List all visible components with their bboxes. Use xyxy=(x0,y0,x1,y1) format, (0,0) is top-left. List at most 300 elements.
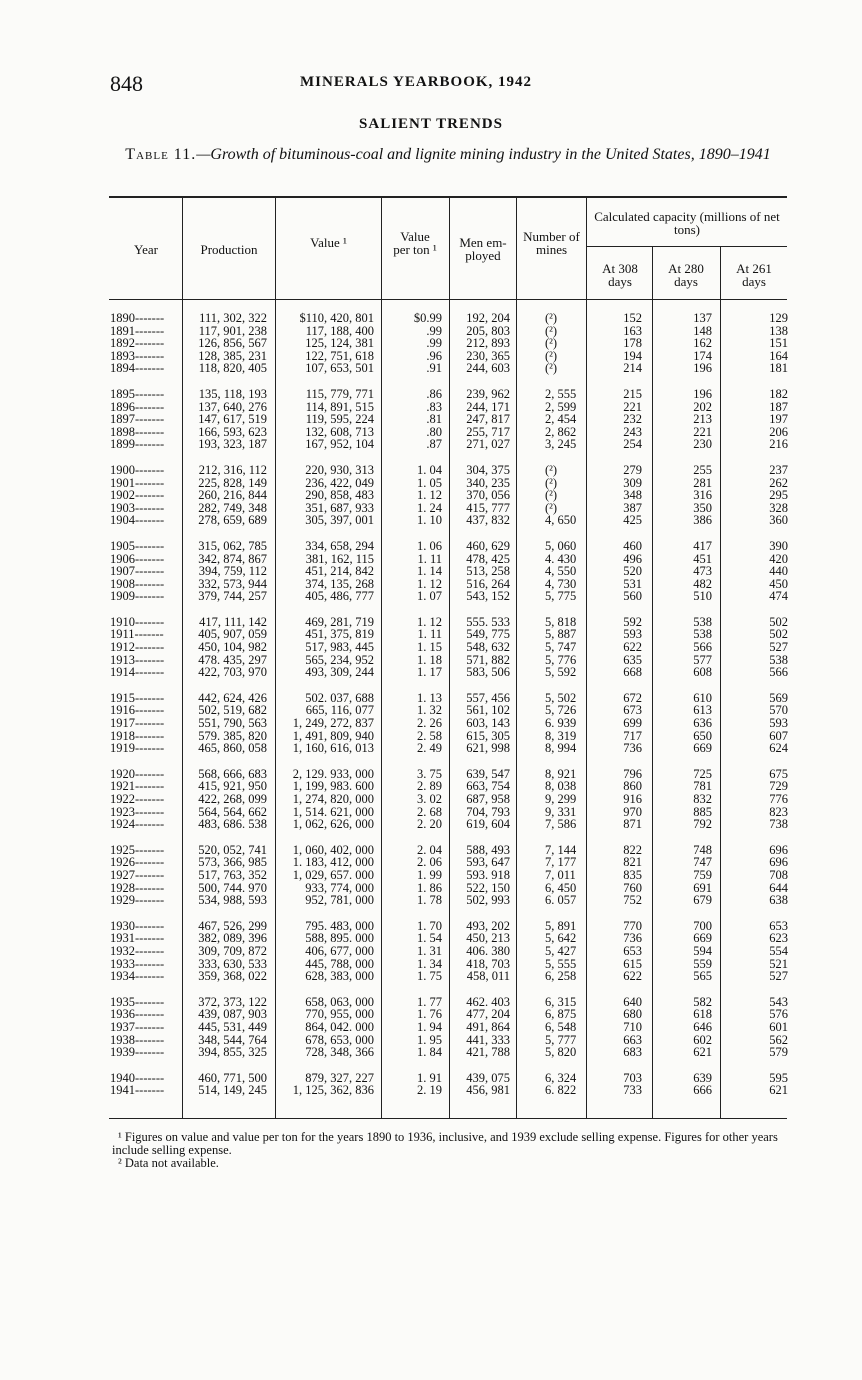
year-cell xyxy=(110,1046,182,1059)
row-group xyxy=(450,1072,510,1097)
year-label: 1934 xyxy=(110,969,135,984)
table-cell: 1. 54 xyxy=(417,931,442,946)
dot-leader: ------- xyxy=(135,1032,165,1047)
table-cell: 6, 548 xyxy=(545,1019,577,1034)
table-cell: 482 xyxy=(693,576,712,591)
table-cell: 420 xyxy=(769,551,788,566)
row-group xyxy=(545,996,585,1059)
table-cell: 440 xyxy=(769,564,788,579)
table-cell: 500, 744. 970 xyxy=(198,880,267,895)
table-cell: 197 xyxy=(769,412,788,427)
table-cell: 8, 994 xyxy=(545,741,577,756)
dot-leader: ------- xyxy=(135,488,165,503)
table-cell: 733 xyxy=(623,1083,642,1098)
table-cell: 496 xyxy=(623,551,642,566)
dot-leader: ------- xyxy=(135,513,165,528)
row-group xyxy=(382,1072,442,1097)
running-head: MINERALS YEARBOOK, 1942 xyxy=(300,74,533,90)
dot-leader: ------- xyxy=(134,627,164,642)
row-group xyxy=(545,692,585,755)
table-cell: 460, 629 xyxy=(466,538,510,553)
table-cell: 126, 856, 567 xyxy=(198,336,267,351)
page-number: 848 xyxy=(110,71,143,96)
table-cell: 194 xyxy=(623,348,642,363)
section-title: SALIENT TRENDS xyxy=(359,116,503,132)
table-cell: 315, 062, 785 xyxy=(198,538,267,553)
row-group xyxy=(545,768,585,831)
table-caption-text: —Growth of bituminous-coal and lignite mining industry in the United States, 1890–1941 xyxy=(196,146,771,163)
row-group xyxy=(587,312,642,375)
table-cell: 650 xyxy=(693,728,712,743)
table-cell: 1. 11 xyxy=(417,627,442,642)
table-cell: 871 xyxy=(623,817,642,832)
table-cell: 405, 907, 059 xyxy=(198,627,267,642)
table-cell: 271, 027 xyxy=(466,437,510,452)
table-cell: 117, 188, 400 xyxy=(305,323,374,338)
table-cell: 394, 855, 325 xyxy=(198,1045,267,1060)
table-cell: .81 xyxy=(426,412,442,427)
table-cell: 678, 653, 000 xyxy=(305,1032,374,1047)
table-cell: 5, 777 xyxy=(545,1032,577,1047)
table-cell: (²) xyxy=(545,348,558,363)
table-cell: 560 xyxy=(623,589,642,604)
row-group xyxy=(382,844,442,907)
table-cell: 1. 17 xyxy=(417,665,442,680)
table-cell: (²) xyxy=(545,475,558,490)
table-cell: 1. 12 xyxy=(417,576,442,591)
row-group xyxy=(587,1072,642,1097)
dot-leader: ------- xyxy=(135,956,165,971)
table-cell: 493, 309, 244 xyxy=(305,665,374,680)
table-cell: 243 xyxy=(623,424,642,439)
footnote: ² Data not available. xyxy=(118,1156,219,1170)
table-cell: 1, 062, 626, 000 xyxy=(292,817,374,832)
table-cell: 187 xyxy=(769,399,788,414)
year-cell xyxy=(110,1084,182,1097)
row-group xyxy=(382,540,442,603)
table-cell: 333, 630, 533 xyxy=(198,956,267,971)
year-label: 1898 xyxy=(110,424,135,439)
table-cell: 1. 05 xyxy=(417,475,442,490)
table-cell: 415, 921, 950 xyxy=(198,779,267,794)
table-cell: 569 xyxy=(769,690,788,705)
table-cell: 864, 042. 000 xyxy=(305,1019,374,1034)
table-cell: 128, 385, 231 xyxy=(198,348,267,363)
table-cell: 7, 177 xyxy=(545,855,577,870)
table-cell: 1, 029, 657. 000 xyxy=(292,867,374,882)
table-cell: 593. 918 xyxy=(466,867,510,882)
table-cell: 405, 486, 777 xyxy=(305,589,374,604)
dot-leader: ------- xyxy=(135,652,165,667)
dot-leader: ------- xyxy=(135,361,165,376)
year-label: 1905 xyxy=(110,538,135,553)
dot-leader: ------- xyxy=(135,1083,165,1098)
table-cell: 255, 717 xyxy=(466,424,510,439)
row-group xyxy=(382,388,442,451)
year-label: 1909 xyxy=(110,589,135,604)
year-cell xyxy=(110,362,182,375)
table-cell: 6. 822 xyxy=(545,1083,577,1098)
row-group xyxy=(382,920,442,983)
table-cell: 5, 060 xyxy=(545,538,577,553)
table-cell: 1. 13 xyxy=(417,690,442,705)
year-label: 1930 xyxy=(110,918,135,933)
dot-leader: ------- xyxy=(135,336,165,351)
table-cell: 658, 063, 000 xyxy=(305,994,374,1009)
row-group xyxy=(721,388,788,451)
table-cell: 167, 952, 104 xyxy=(305,437,374,452)
table-cell: 5, 775 xyxy=(545,589,577,604)
table-cell: 221 xyxy=(623,399,642,414)
dot-leader: ------- xyxy=(135,500,165,515)
row-group xyxy=(382,692,442,755)
col-capacity-308 xyxy=(587,312,642,1110)
row-group xyxy=(653,388,712,451)
year-label: 1938 xyxy=(110,1032,135,1047)
year-label: 1914 xyxy=(110,665,135,680)
table-cell: 675 xyxy=(769,766,788,781)
table-cell: 635 xyxy=(623,652,642,667)
dot-leader: ------- xyxy=(135,589,165,604)
row-group xyxy=(276,768,374,831)
table-cell: 748 xyxy=(693,842,712,857)
year-label: 1921 xyxy=(110,779,135,794)
dot-leader: ------- xyxy=(135,348,165,363)
row-group xyxy=(276,312,374,375)
table-cell: 5, 726 xyxy=(545,703,577,718)
table-cell: 1. 99 xyxy=(417,867,442,882)
table-cell: 360 xyxy=(769,513,788,528)
table-bottom-rule xyxy=(109,1118,787,1119)
table-cell: (²) xyxy=(545,500,558,515)
table-cell: 450, 104, 982 xyxy=(198,640,267,655)
table-top-rule xyxy=(109,196,787,198)
table-cell: 282, 749, 348 xyxy=(198,500,267,515)
table-cell: 516, 264 xyxy=(466,576,510,591)
year-label: 1925 xyxy=(110,842,135,857)
table-cell: 451, 214, 842 xyxy=(305,564,374,579)
table-cell: 622 xyxy=(623,969,642,984)
table-cell: 2, 599 xyxy=(545,399,577,414)
table-cell: 1. 34 xyxy=(417,956,442,971)
table-cell: 646 xyxy=(693,1019,712,1034)
table-cell: 522, 150 xyxy=(466,880,510,895)
table-cell: 445, 531, 449 xyxy=(198,1019,267,1034)
table-cell: 538 xyxy=(693,614,712,629)
table-cell: 477, 204 xyxy=(466,1007,510,1022)
column-divider xyxy=(516,198,517,1118)
table-cell: 342, 874, 867 xyxy=(198,551,267,566)
row-group xyxy=(545,464,585,527)
table-cell: 527 xyxy=(769,969,788,984)
table-cell: 7, 586 xyxy=(545,817,577,832)
table-cell: 549, 775 xyxy=(466,627,510,642)
table-cell: 351, 687, 933 xyxy=(305,500,374,515)
table-cell: 230 xyxy=(693,437,712,452)
table-cell: 437, 832 xyxy=(466,513,510,528)
row-group xyxy=(276,388,374,451)
table-cell: (²) xyxy=(545,462,558,477)
table-cell: 193, 323, 187 xyxy=(198,437,267,452)
table-cell: 691 xyxy=(693,880,712,895)
table-cell: 683 xyxy=(623,1045,642,1060)
table-cell: 557, 456 xyxy=(466,690,510,705)
table-cell: 565 xyxy=(693,969,712,984)
table-cell: 212, 316, 112 xyxy=(198,462,267,477)
row-group xyxy=(653,616,712,679)
row-group xyxy=(183,540,267,603)
dot-leader: ------- xyxy=(135,399,165,414)
row-group xyxy=(587,540,642,603)
year-label: 1939 xyxy=(110,1045,135,1060)
col-value-per-ton xyxy=(382,312,442,1110)
table-cell: .99 xyxy=(426,336,442,351)
table-cell: 107, 653, 501 xyxy=(305,361,374,376)
table-cell: .96 xyxy=(426,348,442,363)
table-cell: 579. 385, 820 xyxy=(198,728,267,743)
row-group xyxy=(276,920,374,983)
table-cell: 473 xyxy=(693,564,712,579)
dot-leader: ------- xyxy=(135,741,165,756)
table-cell: 704, 793 xyxy=(466,804,510,819)
header-year: Year xyxy=(134,242,158,257)
table-cell: 213 xyxy=(693,412,712,427)
table-cell: 225, 828, 149 xyxy=(198,475,267,490)
row-group xyxy=(450,844,510,907)
year-cell xyxy=(110,970,182,983)
dot-leader: ------- xyxy=(135,462,165,477)
table-cell: 205, 803 xyxy=(466,323,510,338)
year-label: 1907 xyxy=(110,564,135,579)
row-group xyxy=(450,464,510,527)
table-cell: 6, 875 xyxy=(545,1007,577,1022)
year-label: 1896 xyxy=(110,399,135,414)
year-label: 1929 xyxy=(110,893,135,908)
table-cell: 696 xyxy=(769,855,788,870)
table-cell: 417 xyxy=(693,538,712,553)
table-cell: 151 xyxy=(769,336,788,351)
table-cell: 2. 20 xyxy=(417,817,442,832)
table-cell: 422, 268, 099 xyxy=(198,792,267,806)
dot-leader: ------- xyxy=(135,311,165,325)
header-value-per-ton: Value per ton ¹ xyxy=(393,229,437,257)
table-cell: 348 xyxy=(623,488,642,503)
year-label: 1890 xyxy=(110,311,135,325)
table-cell: 669 xyxy=(693,931,712,946)
table-cell: 1, 514. 621, 000 xyxy=(292,804,374,819)
table-cell: 445, 788, 000 xyxy=(305,956,374,971)
table-cell: 582 xyxy=(693,994,712,1009)
table-cell: 638 xyxy=(769,893,788,908)
table-cell: 703 xyxy=(623,1070,642,1085)
table-cell: 554 xyxy=(769,943,788,958)
table-cell: 8, 921 xyxy=(545,766,577,781)
row-group xyxy=(110,540,182,603)
row-group xyxy=(110,616,182,679)
year-label: 1892 xyxy=(110,336,135,351)
table-cell: 2. 06 xyxy=(417,855,442,870)
row-group xyxy=(382,996,442,1059)
table-cell: 147, 617, 519 xyxy=(198,412,267,427)
row-group xyxy=(587,388,642,451)
table-cell: 1. 95 xyxy=(417,1032,442,1047)
row-group xyxy=(587,464,642,527)
table-cell: 699 xyxy=(623,716,642,731)
table-cell: 1. 12 xyxy=(417,488,442,503)
row-group xyxy=(653,1072,712,1097)
table-cell: 1. 84 xyxy=(417,1045,442,1060)
table-cell: 206 xyxy=(769,424,788,439)
year-label: 1908 xyxy=(110,576,135,591)
year-label: 1931 xyxy=(110,931,135,946)
row-group xyxy=(545,388,585,451)
table-cell: 644 xyxy=(769,880,788,895)
table-cell: 462. 403 xyxy=(466,994,510,1009)
dot-leader: ------- xyxy=(135,412,165,427)
table-cell: 666 xyxy=(693,1083,712,1098)
table-cell: 795. 483, 000 xyxy=(305,918,374,933)
year-label: 1891 xyxy=(110,323,135,338)
table-cell: 1, 274, 820, 000 xyxy=(292,792,374,806)
year-label: 1915 xyxy=(110,690,135,705)
table-cell: 576 xyxy=(769,1007,788,1022)
dot-leader: ------- xyxy=(135,386,165,401)
table-cell: 255 xyxy=(693,462,712,477)
table-cell: 450, 213 xyxy=(466,931,510,946)
table-cell: 2. 49 xyxy=(417,741,442,756)
table-cell: 1. 15 xyxy=(417,640,442,655)
table-cell: 178 xyxy=(623,336,642,351)
dot-leader: ------- xyxy=(135,867,165,882)
table-cell: 1. 14 xyxy=(417,564,442,579)
table-cell: 418, 703 xyxy=(466,956,510,971)
table-cell: 610 xyxy=(693,690,712,705)
dot-leader: ------- xyxy=(135,551,165,566)
footnote: ¹ Figures on value and value per ton for the years 1890 to 1936, inclusive, and 1939 exclude selling expense. Figures for other years include selling expense. xyxy=(112,1130,778,1157)
year-label: 1919 xyxy=(110,741,135,756)
dot-leader: ------- xyxy=(135,323,165,338)
row-group xyxy=(183,464,267,527)
dot-leader: ------- xyxy=(135,665,165,680)
table-cell: 570 xyxy=(769,703,788,718)
table-cell: 214 xyxy=(623,361,642,376)
table-cell: 885 xyxy=(693,804,712,819)
table-cell: 502. 037, 688 xyxy=(305,690,374,705)
header-at-280: At 280 days xyxy=(668,261,704,289)
table-cell: 619, 604 xyxy=(466,817,510,832)
col-value xyxy=(276,312,374,1110)
table-cell: 1. 10 xyxy=(417,513,442,528)
table-cell: 736 xyxy=(623,741,642,756)
table-cell: 832 xyxy=(693,792,712,806)
year-label: 1928 xyxy=(110,880,135,895)
table-cell: 5, 642 xyxy=(545,931,577,946)
row-group xyxy=(587,692,642,755)
table-cell: 5, 555 xyxy=(545,956,577,971)
year-label: 1940 xyxy=(110,1070,135,1085)
table-cell: 565, 234, 952 xyxy=(305,652,374,667)
dot-leader: ------- xyxy=(135,855,165,870)
row-group xyxy=(653,768,712,831)
table-cell: 621 xyxy=(769,1083,788,1098)
table-cell: 425 xyxy=(623,513,642,528)
row-group xyxy=(276,1072,374,1097)
table-cell: 1, 249, 272, 837 xyxy=(292,716,374,731)
table-cell: 196 xyxy=(693,361,712,376)
table-cell: 174 xyxy=(693,348,712,363)
table-cell: 2, 129. 933, 000 xyxy=(292,766,374,781)
row-group xyxy=(587,616,642,679)
table-cell: 5, 502 xyxy=(545,690,577,705)
table-cell: 593 xyxy=(769,716,788,731)
table-cell: 3. 75 xyxy=(417,766,442,781)
year-label: 1913 xyxy=(110,652,135,667)
table-cell: 451, 375, 819 xyxy=(305,627,374,642)
dot-leader: ------- xyxy=(135,640,165,655)
table-cell: 152 xyxy=(623,311,642,325)
table-cell: 137 xyxy=(693,311,712,325)
table-cell: 8, 319 xyxy=(545,728,577,743)
row-group xyxy=(587,844,642,907)
table-cell: 2. 04 xyxy=(417,842,442,857)
table-cell: 823 xyxy=(769,804,788,819)
table-cell: 387 xyxy=(623,500,642,515)
table-cell: 543 xyxy=(769,994,788,1009)
table-cell: 458, 011 xyxy=(466,969,510,984)
table-cell: 451 xyxy=(693,551,712,566)
table-cell: 562 xyxy=(769,1032,788,1047)
table-cell: 2. 26 xyxy=(417,716,442,731)
table-cell: 561, 102 xyxy=(466,703,510,718)
table-cell: 577 xyxy=(693,652,712,667)
dot-leader: ------- xyxy=(135,716,165,731)
table-cell: 588, 493 xyxy=(466,842,510,857)
table-cell: 1. 78 xyxy=(417,893,442,908)
table-cell: 6. 939 xyxy=(545,716,577,731)
table-cell: 460, 771, 500 xyxy=(198,1070,267,1085)
row-group xyxy=(110,768,182,831)
row-group xyxy=(450,920,510,983)
row-group xyxy=(721,692,788,755)
table-cell: 192, 204 xyxy=(466,311,510,325)
col-men-employed xyxy=(450,312,510,1110)
table-cell: 332, 573, 944 xyxy=(198,576,267,591)
year-label: 1926 xyxy=(110,855,135,870)
dot-leader: ------- xyxy=(135,437,165,452)
table-cell: 239, 962 xyxy=(466,386,510,401)
table-cell: 137, 640, 276 xyxy=(198,399,267,414)
table-cell: 460 xyxy=(623,538,642,553)
table-cell: 202 xyxy=(693,399,712,414)
col-year xyxy=(110,312,182,1110)
year-cell xyxy=(110,742,182,755)
header-capacity-group: Calculated capacity (millions of net tons) xyxy=(594,209,780,237)
row-group xyxy=(545,844,585,907)
table-cell: 406, 677, 000 xyxy=(305,943,374,958)
row-group xyxy=(545,616,585,679)
table-cell: 700 xyxy=(693,918,712,933)
table-cell: 514, 149, 245 xyxy=(198,1083,267,1098)
table-cell: 382, 089, 396 xyxy=(198,931,267,946)
year-label: 1903 xyxy=(110,500,135,515)
row-group xyxy=(110,844,182,907)
row-group xyxy=(587,920,642,983)
table-cell: 970 xyxy=(623,804,642,819)
row-group xyxy=(721,312,788,375)
table-cell: 628, 383, 000 xyxy=(305,969,374,984)
row-group xyxy=(183,996,267,1059)
table-cell: 538 xyxy=(769,652,788,667)
